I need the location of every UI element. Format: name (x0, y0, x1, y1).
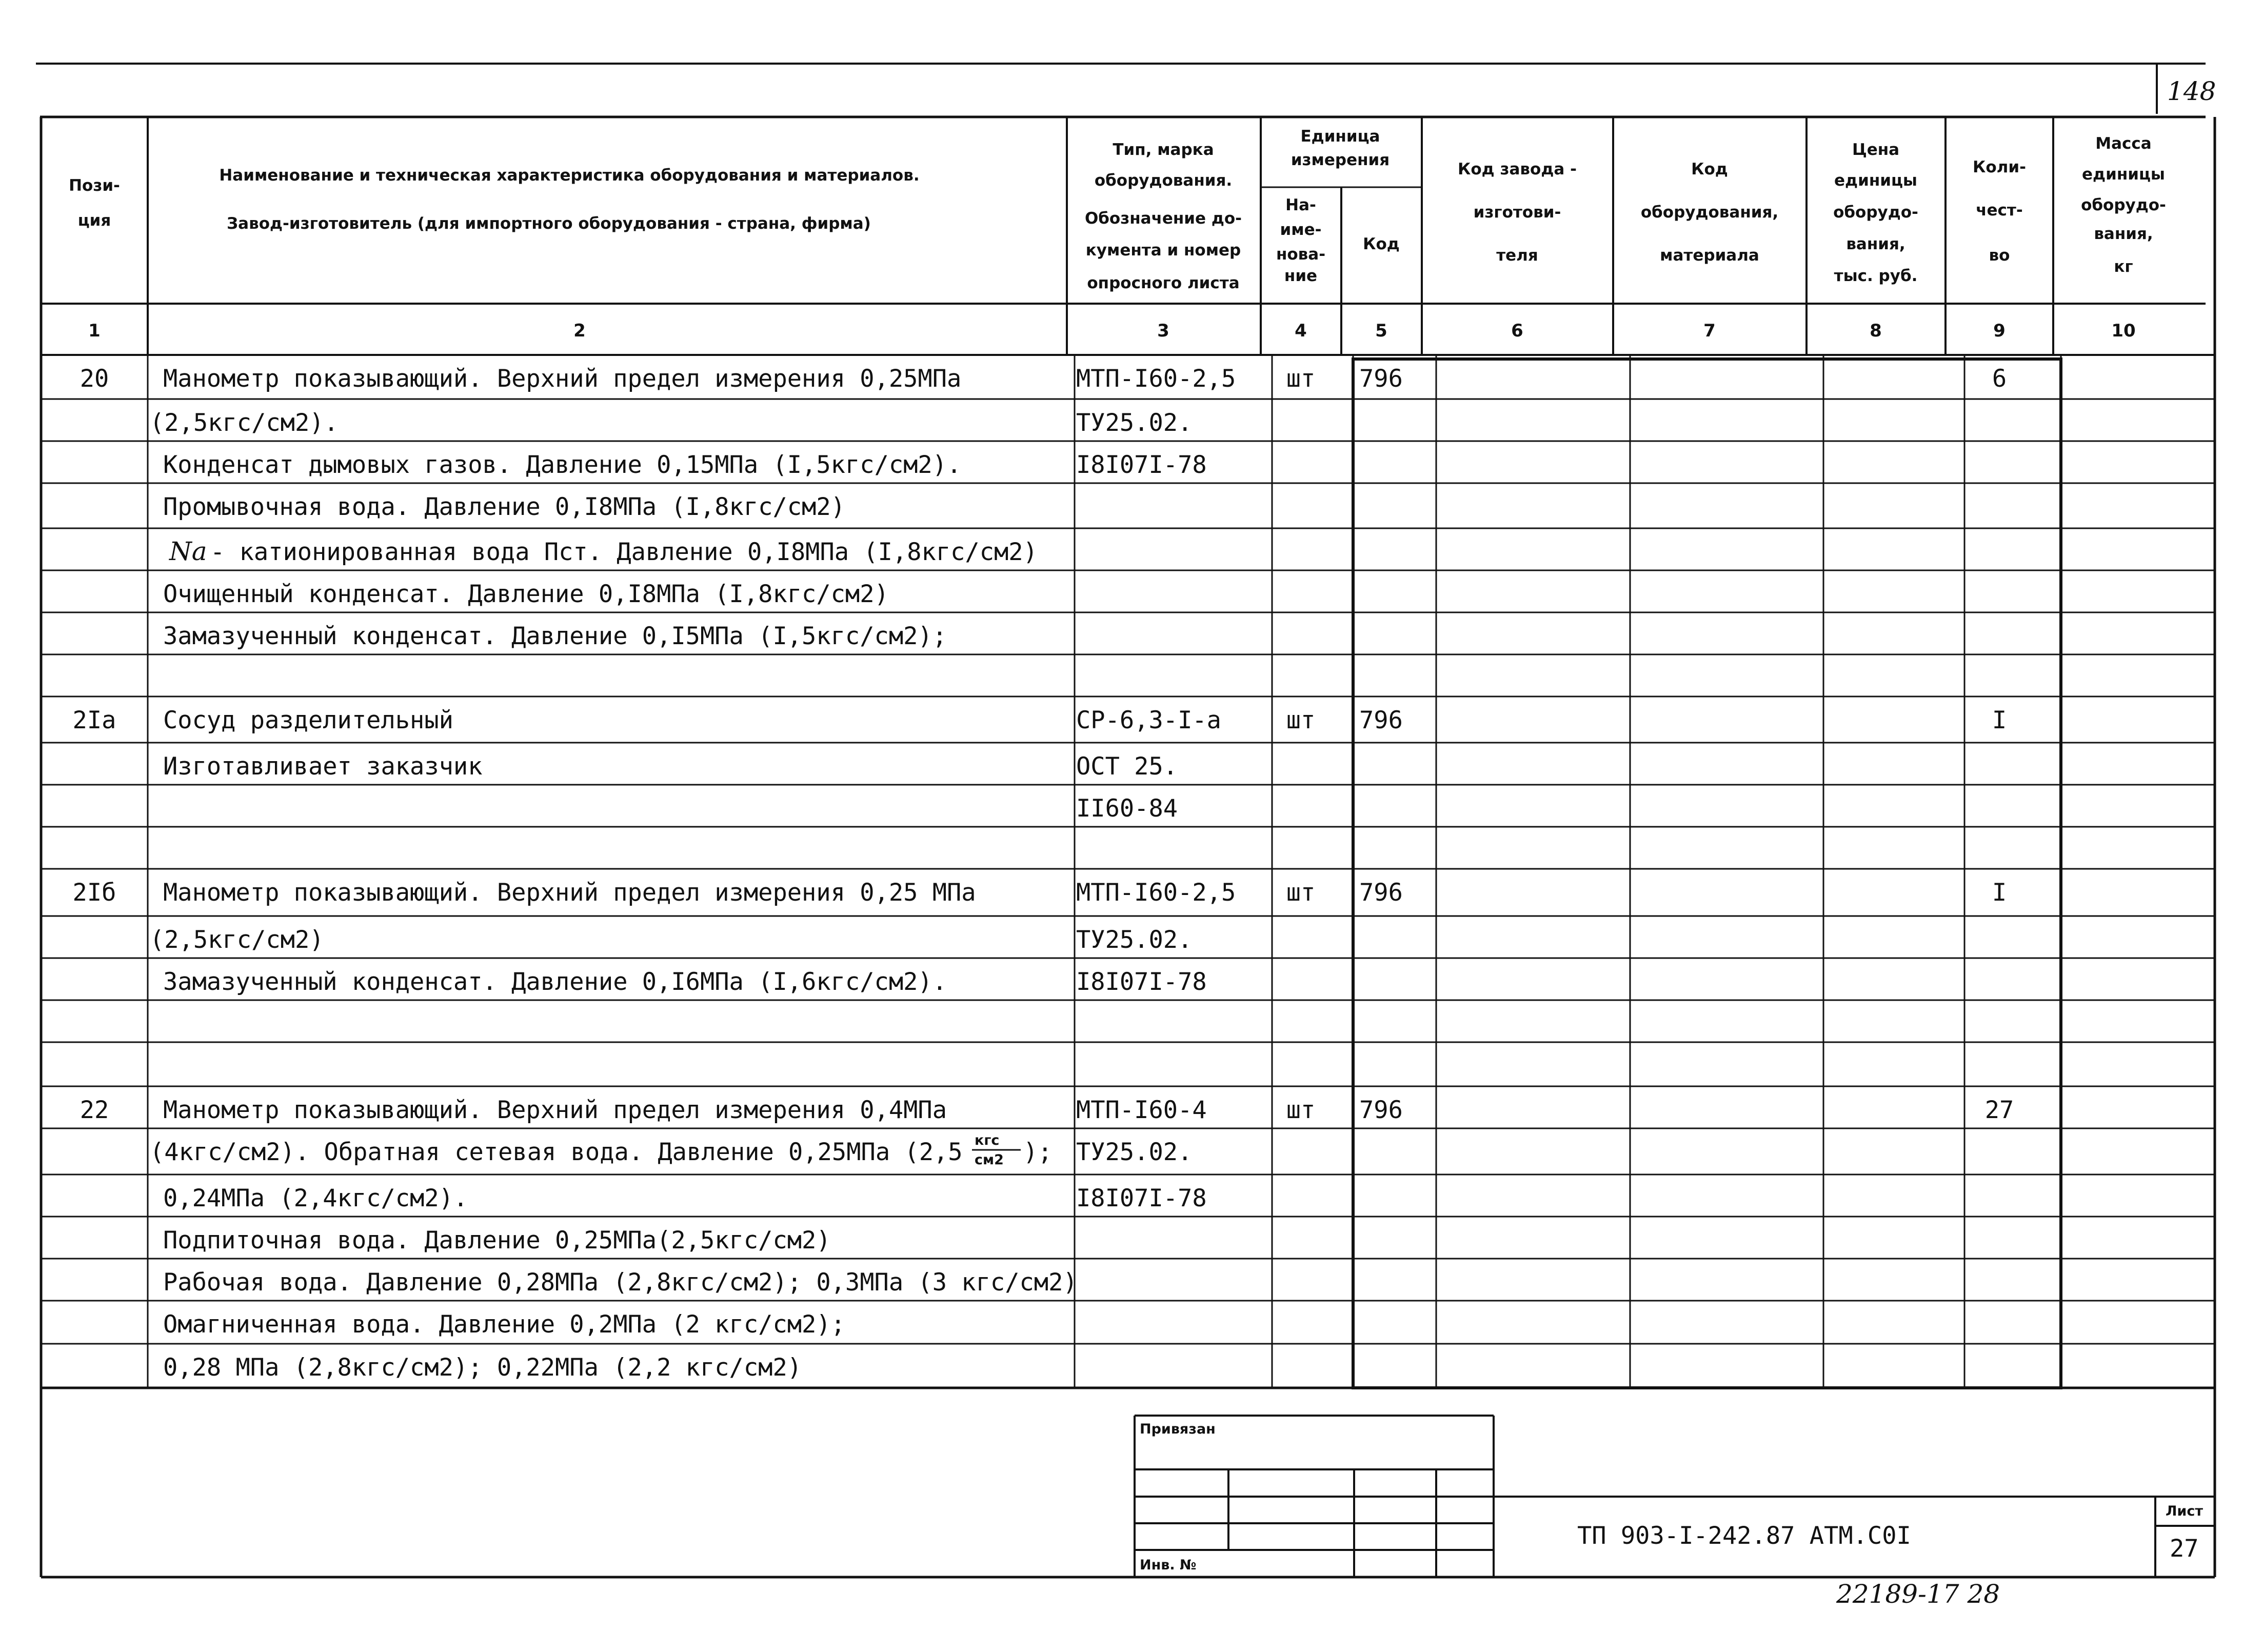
table-row (163, 968, 1207, 996)
header-col3 (1085, 141, 1242, 292)
header-col6 (1458, 160, 1577, 265)
svg-text:опросного листа: опросного листа (1087, 274, 1240, 292)
row-name: Омагниченная вода. Давление 0,2МПа (2 кгс/см2); (163, 1310, 845, 1339)
row-code: 796 (1359, 365, 1403, 393)
header-col5 (1363, 235, 1400, 253)
svg-text:единицы: единицы (2082, 165, 2165, 184)
svg-text:7: 7 (1703, 321, 1716, 341)
row-type: I8I07I-78 (1076, 968, 1207, 996)
row-name: Сосуд разделительный (163, 706, 453, 734)
table-row (163, 1354, 802, 1382)
row-name: Подпиточная вода. Давление 0,25МПа(2,5кгс/см2) (163, 1226, 831, 1255)
row-name-italic: Na (169, 536, 207, 566)
row-unit: шт (1286, 1096, 1316, 1124)
svg-text:материала: материала (1660, 246, 1759, 265)
stamp-sheet-number: 27 (2170, 1535, 2199, 1563)
row-name: Изготавливает заказчик (163, 752, 483, 781)
row-name: Манометр показывающий. Верхний предел измерения 0,25МПа (163, 365, 962, 393)
stamp-block (1135, 1416, 2215, 1577)
svg-text:име-: име- (1280, 221, 1322, 239)
row-position: 22 (80, 1096, 109, 1124)
header-col10 (2081, 134, 2166, 276)
svg-text:Обозначение до-: Обозначение до- (1084, 209, 1242, 228)
row-position: 2Iа (72, 706, 116, 734)
row-fraction-denominator: см2 (975, 1152, 1004, 1168)
svg-text:чест-: чест- (1976, 201, 2023, 220)
row-name: (2,5кгс/см2) (150, 926, 324, 954)
svg-text:Пози-: Пози- (69, 176, 120, 195)
svg-text:3: 3 (1157, 321, 1169, 341)
table-row (150, 1132, 1192, 1168)
row-type: I8I07I-78 (1076, 451, 1207, 479)
row-code: 796 (1359, 1096, 1403, 1124)
svg-text:Наименование и техническая хар: Наименование и техническая характеристика оборудования и материалов. (219, 166, 920, 185)
row-name: Очищенный конденсат. Давление 0,I8МПа (I,8кгс/см2) (163, 580, 889, 608)
svg-text:оборудо-: оборудо- (2081, 196, 2166, 214)
stamp-doc-code: ТП 903-I-242.87 АТМ.С0I (1577, 1522, 1911, 1550)
svg-text:9: 9 (1993, 321, 2006, 341)
row-unit: шт (1286, 879, 1316, 907)
row-type: МТП-I60-2,5 (1076, 879, 1236, 907)
table-row (73, 879, 2007, 907)
row-name: 0,28 МПа (2,8кгс/см2); 0,22МПа (2,2 кгс/см2) (163, 1354, 802, 1382)
svg-text:Завод-изготовитель (для импорт: Завод-изготовитель (для импортного оборудования - страна, фирма) (227, 214, 871, 233)
header-col4 (1276, 196, 1325, 285)
svg-text:оборудования.: оборудования. (1094, 171, 1233, 190)
table-row (163, 752, 1178, 781)
table-row (163, 622, 947, 650)
svg-text:кг: кг (2114, 257, 2133, 276)
row-name: Промывочная вода. Давление 0,I8МПа (I,8кгс/см2) (163, 493, 845, 521)
header-column-rules (148, 117, 2053, 355)
column-number-row (88, 321, 2136, 341)
header-col2 (219, 166, 919, 233)
header-col7 (1641, 160, 1778, 265)
svg-text:кумента и номер: кумента и номер (1085, 241, 1241, 260)
row-name: Рабочая вода. Давление 0,28МПа (2,8кгс/см2); 0,3МПа (3 кгс/см2) (163, 1268, 1078, 1297)
svg-text:8: 8 (1870, 321, 1882, 341)
table-row (163, 1310, 845, 1339)
row-code: 796 (1359, 706, 1403, 734)
svg-text:теля: теля (1496, 246, 1538, 265)
svg-text:вания,: вания, (2094, 225, 2153, 243)
svg-text:нова-: нова- (1276, 245, 1326, 264)
row-name: Манометр показывающий. Верхний предел измерения 0,25 МПа (163, 879, 976, 907)
row-name: 0,24МПа (2,4кгс/см2). (163, 1184, 468, 1212)
svg-text:ция: ция (77, 211, 111, 230)
row-name: Замазученный конденсат. Давление 0,I5МПа (I,5кгс/см2); (163, 622, 947, 650)
row-name: Конденсат дымовых газов. Давление 0,15МПа (I,5кгс/см2). (163, 451, 962, 479)
row-quantity: 27 (1984, 1096, 2014, 1124)
body-rows (73, 365, 2014, 1382)
svg-text:6: 6 (1511, 321, 1523, 341)
row-quantity: 6 (1992, 365, 2007, 393)
row-type: ТУ25.02. (1076, 1138, 1193, 1166)
row-type: ТУ25.02. (1076, 926, 1193, 954)
svg-text:Код завода -: Код завода - (1458, 160, 1577, 178)
table-row (169, 536, 1038, 566)
table-row (1076, 794, 1178, 823)
table-row (163, 1184, 1207, 1212)
stamp-sheet-label: Лист (2166, 1503, 2203, 1519)
svg-text:Масса: Масса (2095, 134, 2152, 153)
row-name: (4кгс/см2). Обратная сетевая вода. Давление 0,25МПа (2,5 (150, 1138, 963, 1166)
row-fraction-numerator: кгс (975, 1132, 1000, 1148)
svg-text:измерения: измерения (1291, 151, 1390, 169)
svg-text:4: 4 (1295, 321, 1307, 341)
header-col9 (1973, 158, 2026, 265)
svg-text:вания,: вания, (1846, 235, 1905, 253)
svg-text:оборудо-: оборудо- (1833, 203, 1918, 222)
row-name: Манометр показывающий. Верхний предел измерения 0,4МПа (163, 1096, 947, 1124)
table-row (163, 451, 1207, 479)
svg-text:На-: На- (1285, 196, 1316, 214)
svg-text:Код: Код (1363, 235, 1400, 253)
svg-text:во: во (1989, 246, 2010, 265)
row-unit: шт (1286, 706, 1316, 734)
table-row (80, 1096, 2014, 1124)
table-row (163, 580, 889, 608)
row-type: ТУ25.02. (1076, 409, 1193, 437)
stamp-inv-no: Инв. № (1140, 1557, 1197, 1573)
row-type: МТП-I60-4 (1076, 1096, 1207, 1124)
svg-text:Коли-: Коли- (1973, 158, 2026, 176)
svg-text:оборудования,: оборудования, (1640, 203, 1779, 222)
svg-text:изготови-: изготови- (1473, 203, 1561, 222)
svg-text:2: 2 (573, 321, 586, 341)
svg-text:тыс. руб.: тыс. руб. (1834, 267, 1918, 285)
row-name: Замазученный конденсат. Давление 0,I6МПа (I,6кгс/см2). (163, 968, 947, 996)
header-col8 (1833, 141, 1918, 285)
row-name: - катионированная вода Пст. Давление 0,I8МПа (I,8кгс/см2) (210, 538, 1038, 566)
table-row (150, 409, 1192, 437)
table-row (80, 365, 2007, 393)
row-position: 2Iб (72, 879, 116, 907)
row-position: 20 (80, 365, 109, 393)
table-row (163, 1268, 1078, 1297)
table-row (163, 1226, 831, 1255)
svg-text:ние: ние (1284, 267, 1318, 285)
row-name-tail: ); (1023, 1138, 1053, 1166)
svg-text:Тип, марка: Тип, марка (1113, 141, 1214, 159)
svg-text:Код: Код (1691, 160, 1728, 178)
row-type: МТП-I60-2,5 (1076, 365, 1236, 393)
row-quantity: I (1992, 706, 2007, 734)
svg-text:1: 1 (88, 321, 101, 341)
row-code: 796 (1359, 879, 1403, 907)
row-type: I8I07I-78 (1076, 1184, 1207, 1212)
svg-text:10: 10 (2111, 321, 2136, 341)
svg-text:Единица: Единица (1300, 127, 1380, 146)
svg-text:Цена: Цена (1852, 141, 1900, 159)
row-type: ОСТ 25. (1076, 752, 1178, 781)
footer-handwritten-number: 22189-17 28 (1836, 1579, 2000, 1609)
header-col1 (69, 176, 120, 230)
svg-text:5: 5 (1375, 321, 1387, 341)
svg-text:единицы: единицы (1834, 171, 1917, 190)
table-row (163, 493, 845, 521)
header-unit-group (1291, 127, 1390, 169)
page-tag: 148 (2167, 76, 2216, 106)
row-type: II60-84 (1076, 794, 1178, 823)
table-row (73, 706, 2007, 734)
row-name: (2,5кгс/см2). (150, 409, 339, 437)
table-row (150, 926, 1192, 954)
row-unit: шт (1286, 365, 1316, 393)
stamp-privyazan: Привязан (1140, 1421, 1216, 1437)
row-type: СР-6,3-I-а (1076, 706, 1221, 734)
row-quantity: I (1992, 879, 2007, 907)
qty-block-outline (1353, 359, 2061, 1388)
